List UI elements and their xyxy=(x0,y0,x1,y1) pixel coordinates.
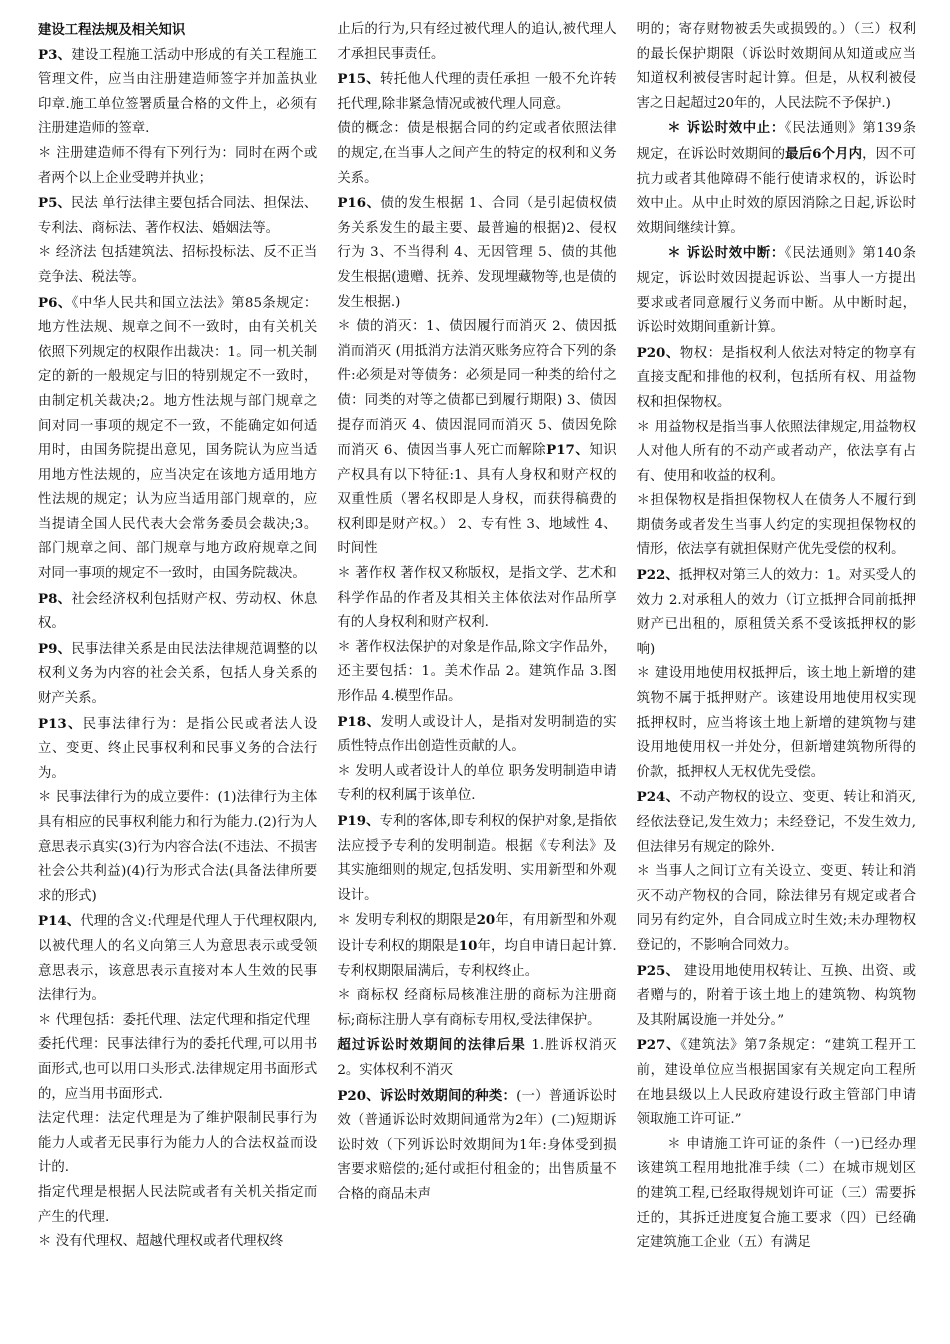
document-title: 建设工程法规及相关知识 xyxy=(38,22,186,38)
paragraph xyxy=(38,142,317,191)
text-segment: 民事法律关系是由民法法律规范调整的以权利义务为内容的社会关系，包括人身关系的财产关系。 xyxy=(38,641,318,707)
bold-text-segment: ＊ 诉讼时效中止： xyxy=(666,120,785,137)
text-segment: 发明人或设计人，是指对发明制造的实质性特点作出创造性贡献的人。 xyxy=(337,714,617,755)
bold-text-segment: P5、 xyxy=(38,195,71,212)
text-segment: ＊ 申请施工许可证的条件（一)已经办理该建筑工程用地批准手续（二）在城市规划区的建筑工程,已经取得规划许可证（三）需要拆迁的，其拆迁进度复合施工要求（四）已经确定建筑施工企业（五）有满足 xyxy=(636,1136,916,1251)
text-segment: ，因不可抗力或者其他障碍不能行使请求权的，诉讼时效中止。从中止时效的原因消除之日起,诉讼时效期间继续计算。 xyxy=(636,146,916,236)
text-segment: ＊ 发明人或者设计人的单位 职务发明制造申请专利的权利属于该单位. xyxy=(337,763,617,804)
paragraph xyxy=(38,1181,317,1230)
paragraph xyxy=(637,563,916,662)
bold-text-segment: P6、 xyxy=(38,294,72,311)
paragraph xyxy=(637,341,916,416)
paragraph xyxy=(337,984,616,1033)
paragraph xyxy=(38,291,317,587)
text-segment: (一）普通诉讼时效（普通诉讼时效期间通常为2年）(二)短期诉讼时效（下列诉讼时效期间为1年:身体受到损害要求赔偿的;延付或拒付租金的；出售质量不合格的商品未声 xyxy=(337,1088,617,1202)
paragraph xyxy=(38,1033,317,1107)
paragraph xyxy=(38,1009,317,1034)
text-segment: 法定代理：法定代理是为了维护限制民事行为能力人或者无民事行为能力人的合法权益而设计的. xyxy=(38,1111,318,1176)
text-segment: 建设用地使用权转让、互换、出资、或者赠与的，附着于该土地上的建筑物、构筑物及其附属设施一并处分。” xyxy=(636,963,916,1028)
paragraph xyxy=(337,315,616,562)
text-segment: 止后的行为,只有经过被代理人的追认,被代理人才承担民事责任。 xyxy=(337,22,617,62)
paragraph xyxy=(637,785,916,860)
bold-text-segment: P18、 xyxy=(337,713,381,730)
text-segment: ＊ 发明专利权的期限是 xyxy=(337,913,477,929)
bold-text-segment: ＊ 诉讼时效中断： xyxy=(666,245,785,262)
text-segment: 委托代理：民事法律行为的委托代理,可以用书面形式,也可以用口头形式.法律规定用书面形式的，应当用书面形式. xyxy=(38,1037,318,1102)
paragraph xyxy=(337,117,616,191)
paragraph xyxy=(337,760,616,809)
text-segment: 建设工程施工活动中形成的有关工程施工管理文件，应当由注册建造师签字并加盖执业印章.施工单位签署质量合格的文件上，必须有注册建造师的签章. xyxy=(38,47,318,137)
paragraph xyxy=(637,959,916,1034)
bold-text-segment: P25、 xyxy=(636,962,680,979)
text-segment: ＊ 代理包括：委托代理、法定代理和指定代理 xyxy=(38,1012,311,1028)
text-segment: 转托他人代理的责任承担 一般不允许转托代理,除非紧急情况或被代理人同意。 xyxy=(337,72,617,112)
paragraph xyxy=(337,562,616,636)
text-segment: 知识产权具有以下特征:1、具有人身权和财产权的双重性质（署名权即是人身权，而获得稿费的权利即是财产权。） 2、专有性 3、地域性 4、时间性 xyxy=(337,443,617,557)
text-segment: ＊ 民事法律行为的成立要件：(1)法律行为主体具有相应的民事权利能力和行为能力.(2)行为人意思表示真实(3)行为内容合法(不违法、不损害社会公共利益)(4)行为形式合法(具备法律所要求的形式) xyxy=(38,790,318,904)
paragraph xyxy=(38,909,317,1008)
text-segment: 年，有用新型和外观设计专利权的期限是 xyxy=(337,913,617,954)
paragraph xyxy=(337,809,616,908)
text-segment: ＊ 用益物权是指当事人依照法律规定,用益物权人对他人所有的不动产或者动产，依法享有占有、使用和收益的权利。 xyxy=(636,419,916,484)
text-segment: ＊ 建设用地使用权抵押后，该土地上新增的建筑物不属于抵押财产。该建设用地使用权实现抵押权时，应当将该土地上新增的建筑物与建设用地使用权一并处分，但新增建筑物所得的价款，抵押权人无权优先受偿。 xyxy=(636,666,916,780)
text-segment: 代理的含义:代理是代理人于代理权限内,以被代理人的名义向第三人为意思表示或受领意思表示，该意思表示直接对本人生效的民事法律行为。 xyxy=(38,914,318,1004)
paragraph xyxy=(337,191,616,315)
text-segment: ＊ 商标权 经商标局核准注册的商标为注册商标;商标注册人享有商标专用权,受法律保护。 xyxy=(337,988,617,1028)
paragraph xyxy=(637,241,916,340)
paragraph xyxy=(337,636,616,710)
bold-text-segment: P22、 xyxy=(636,567,679,584)
text-segment: ＊ 著作权法保护的对象是作品,除文字作品外，还主要包括：1。美术作品 2。建筑作品 3.图形作品 4.模型作品。 xyxy=(337,639,617,705)
bold-text-segment: 最后6个月内 xyxy=(785,145,863,162)
text-segment: 《民法通则》第139条规定，在诉讼时效期间的 xyxy=(636,121,916,162)
text-segment: ＊ 注册建造师不得有下列行为：同时在两个或者两个以上企业受聘并执业； xyxy=(38,145,318,186)
text-segment: 债的发生根据 1、合同（是引起债权债务关系发生的最主要、最普遍的根据)2、侵权行为 3、不当得利 4、无因管理 5、债的其他发生根据(遗赠、抚养、发现埋藏物等,也是债的发生根据.) xyxy=(337,196,617,310)
text-segment: 债的概念：债是根据合同的约定或者依照法律的规定,在当事人之间产生的特定的权利和义务关系。 xyxy=(337,121,617,186)
paragraph xyxy=(38,637,317,712)
paragraph xyxy=(637,1033,916,1132)
text-segment: 民事法律行为：是指公民或者法人设立、变更、终止民事权利和民事义务的合法行为。 xyxy=(38,716,318,781)
bold-text-segment: P20、诉讼时效期间的种类： xyxy=(337,1087,517,1104)
text-segment: ＊ 没有代理权、超越代理权或者代理权终 xyxy=(38,1234,284,1250)
text-segment: 物权：是指权利人依法对特定的物享有直接支配和排他的权利，包括所有权、用益物权和担保物权。 xyxy=(636,345,916,410)
paragraph xyxy=(337,18,616,67)
paragraph xyxy=(637,489,916,563)
paragraph xyxy=(337,908,616,984)
text-column-middle xyxy=(337,18,616,1344)
text-segment: ＊ 经济法 包括建筑法、招标投标法、反不正当竞争法、税法等。 xyxy=(38,245,318,285)
paragraph xyxy=(337,67,616,117)
paragraph xyxy=(38,1107,317,1181)
bold-text-segment: P17、 xyxy=(546,442,590,459)
bold-text-segment: P14、 xyxy=(38,913,81,930)
bold-text-segment: P24、 xyxy=(636,789,680,806)
text-segment: 专利的客体,即专利权的保护对象,是指依法应授予专利的发明制造。根据《专利法》及其实施细则的规定,包括发明、实用新型和外观设计。 xyxy=(337,814,617,903)
bold-text-segment: P3、 xyxy=(38,46,72,63)
paragraph xyxy=(38,587,317,637)
text-segment: 民法 单行法律主要包括合同法、担保法、专利法、商标法、著作权法、婚姻法等。 xyxy=(38,196,318,236)
text-segment: 不动产物权的设立、变更、转让和消灭,经依法登记,发生效力；未经登记，不发生效力,但法律另有规定的除外. xyxy=(636,790,916,855)
paragraph xyxy=(38,191,317,241)
text-column-left xyxy=(38,18,317,1344)
paragraph xyxy=(337,1084,616,1208)
text-segment: 年，均自申请日起计算.专利权期限届满后，专利权终止。 xyxy=(337,938,617,979)
paragraph xyxy=(637,662,916,785)
paragraph xyxy=(38,241,317,290)
text-segment: 《建筑法》第7条规定：“建筑工程开工前，建设单位应当根据国家有关规定向工程所在地县级以上人民政府建设行政主管部门申请领取施工许可证.” xyxy=(636,1038,916,1128)
bold-text-segment: P8、 xyxy=(38,590,72,607)
paragraph xyxy=(637,416,916,490)
text-segment: 1.胜诉权消灭 2。实体权利不消灭 xyxy=(337,1038,617,1078)
paragraph xyxy=(637,116,916,241)
paragraph xyxy=(337,710,616,760)
text-segment: 明的；寄存财物被丢失或损毁的。）（三）权利的最长保护期限（诉讼时效期间从知道或应当知道权利被侵害时起计算。但是，从权利被侵害之日起超过20年的，人民法院不予保护.) xyxy=(636,22,916,111)
text-segment: ＊ 债的消灭：1、债因履行而消灭 2、债因抵消而消灭 (用抵消方法消灭账务应符合下列的条件:必须是对等债务：必须是同一种类的给付之债：同类的对等之债都已到履行期限) 3、债因提存而消灭 4、债因混同而消灭 5、债因免除而消灭 6、债因当事人死亡而解除 xyxy=(337,319,617,459)
text-segment: 《中华人民共和国立法法》第85条规定：地方性法规、规章之间不一致时，由有关机关依照下列规定的权限作出裁决：1。同一机关制定的新的一般规定与旧的特别规定不一致时，由制定机关裁决;2。地方性法规与部门规章之间对同一事项的规定不一致，不能确定如何适用时，由国务院提出意见，国务院认为应当适用地方性法规的，应当决定在该地方适用地方性法规的规定；认为应当适用部门规章的，应当提请全国人民代表大会常务委员会裁决;3。部门规章之间、部门规章与地方政府规章之间对同一事项的规定不一致时，由国务院裁决。 xyxy=(38,295,318,582)
text-segment: ＊ 当事人之间订立有关设立、变更、转让和消灭不动产物权的合同，除法律另有规定或者合同另有约定外，自合同成立时生效;未办理物权登记的，不影响合同效力。 xyxy=(636,864,916,953)
bold-text-segment: P15、 xyxy=(337,71,380,88)
text-segment: ＊担保物权是指担保物权人在债务人不履行到期债务或者发生当事人约定的实现担保物权的情形，依法享有就担保财产优先受偿的权利。 xyxy=(636,493,916,558)
bold-text-segment: 超过诉讼时效期间的法律后果 xyxy=(337,1037,526,1054)
paragraph xyxy=(38,712,317,787)
paragraph xyxy=(637,1133,916,1256)
bold-text-segment: P27、 xyxy=(636,1037,681,1054)
bold-text-segment: P9、 xyxy=(38,640,72,657)
paragraph xyxy=(38,1230,317,1255)
bold-text-segment: 20 xyxy=(476,912,496,929)
bold-text-segment: 10 xyxy=(458,937,478,954)
text-segment: 抵押权对第三人的效力：1。对买受人的效力 2.对承租人的效力（订立抵押合同前抵押财产已出租的，原租赁关系不受该抵押权的影响) xyxy=(636,568,916,657)
text-column-right xyxy=(637,18,916,1344)
bold-text-segment: P13、 xyxy=(38,715,83,732)
paragraph xyxy=(337,1033,616,1083)
text-segment: 《民法通则》第140条规定，诉讼时效因提起诉讼、当事人一方提出要求或者同意履行义务而中断。从中断时起，诉讼时效期间重新计算。 xyxy=(636,246,916,336)
text-segment: 社会经济权利包括财产权、劳动权、休息权。 xyxy=(38,591,318,632)
paragraph xyxy=(637,18,916,116)
paragraph xyxy=(38,786,317,909)
bold-text-segment: P16、 xyxy=(337,195,381,212)
paragraph xyxy=(38,43,317,142)
paragraph xyxy=(637,860,916,958)
text-segment: ＊ 著作权 著作权又称版权，是指文学、艺术和科学作品的作者及其相关主体依法对作品所享有的人身权利和财产权利. xyxy=(337,566,617,631)
text-segment: 指定代理是根据人民法院或者有关机关指定而产生的代理. xyxy=(38,1184,318,1225)
bold-text-segment: P20、 xyxy=(636,344,680,361)
bold-text-segment: P19、 xyxy=(337,813,380,829)
